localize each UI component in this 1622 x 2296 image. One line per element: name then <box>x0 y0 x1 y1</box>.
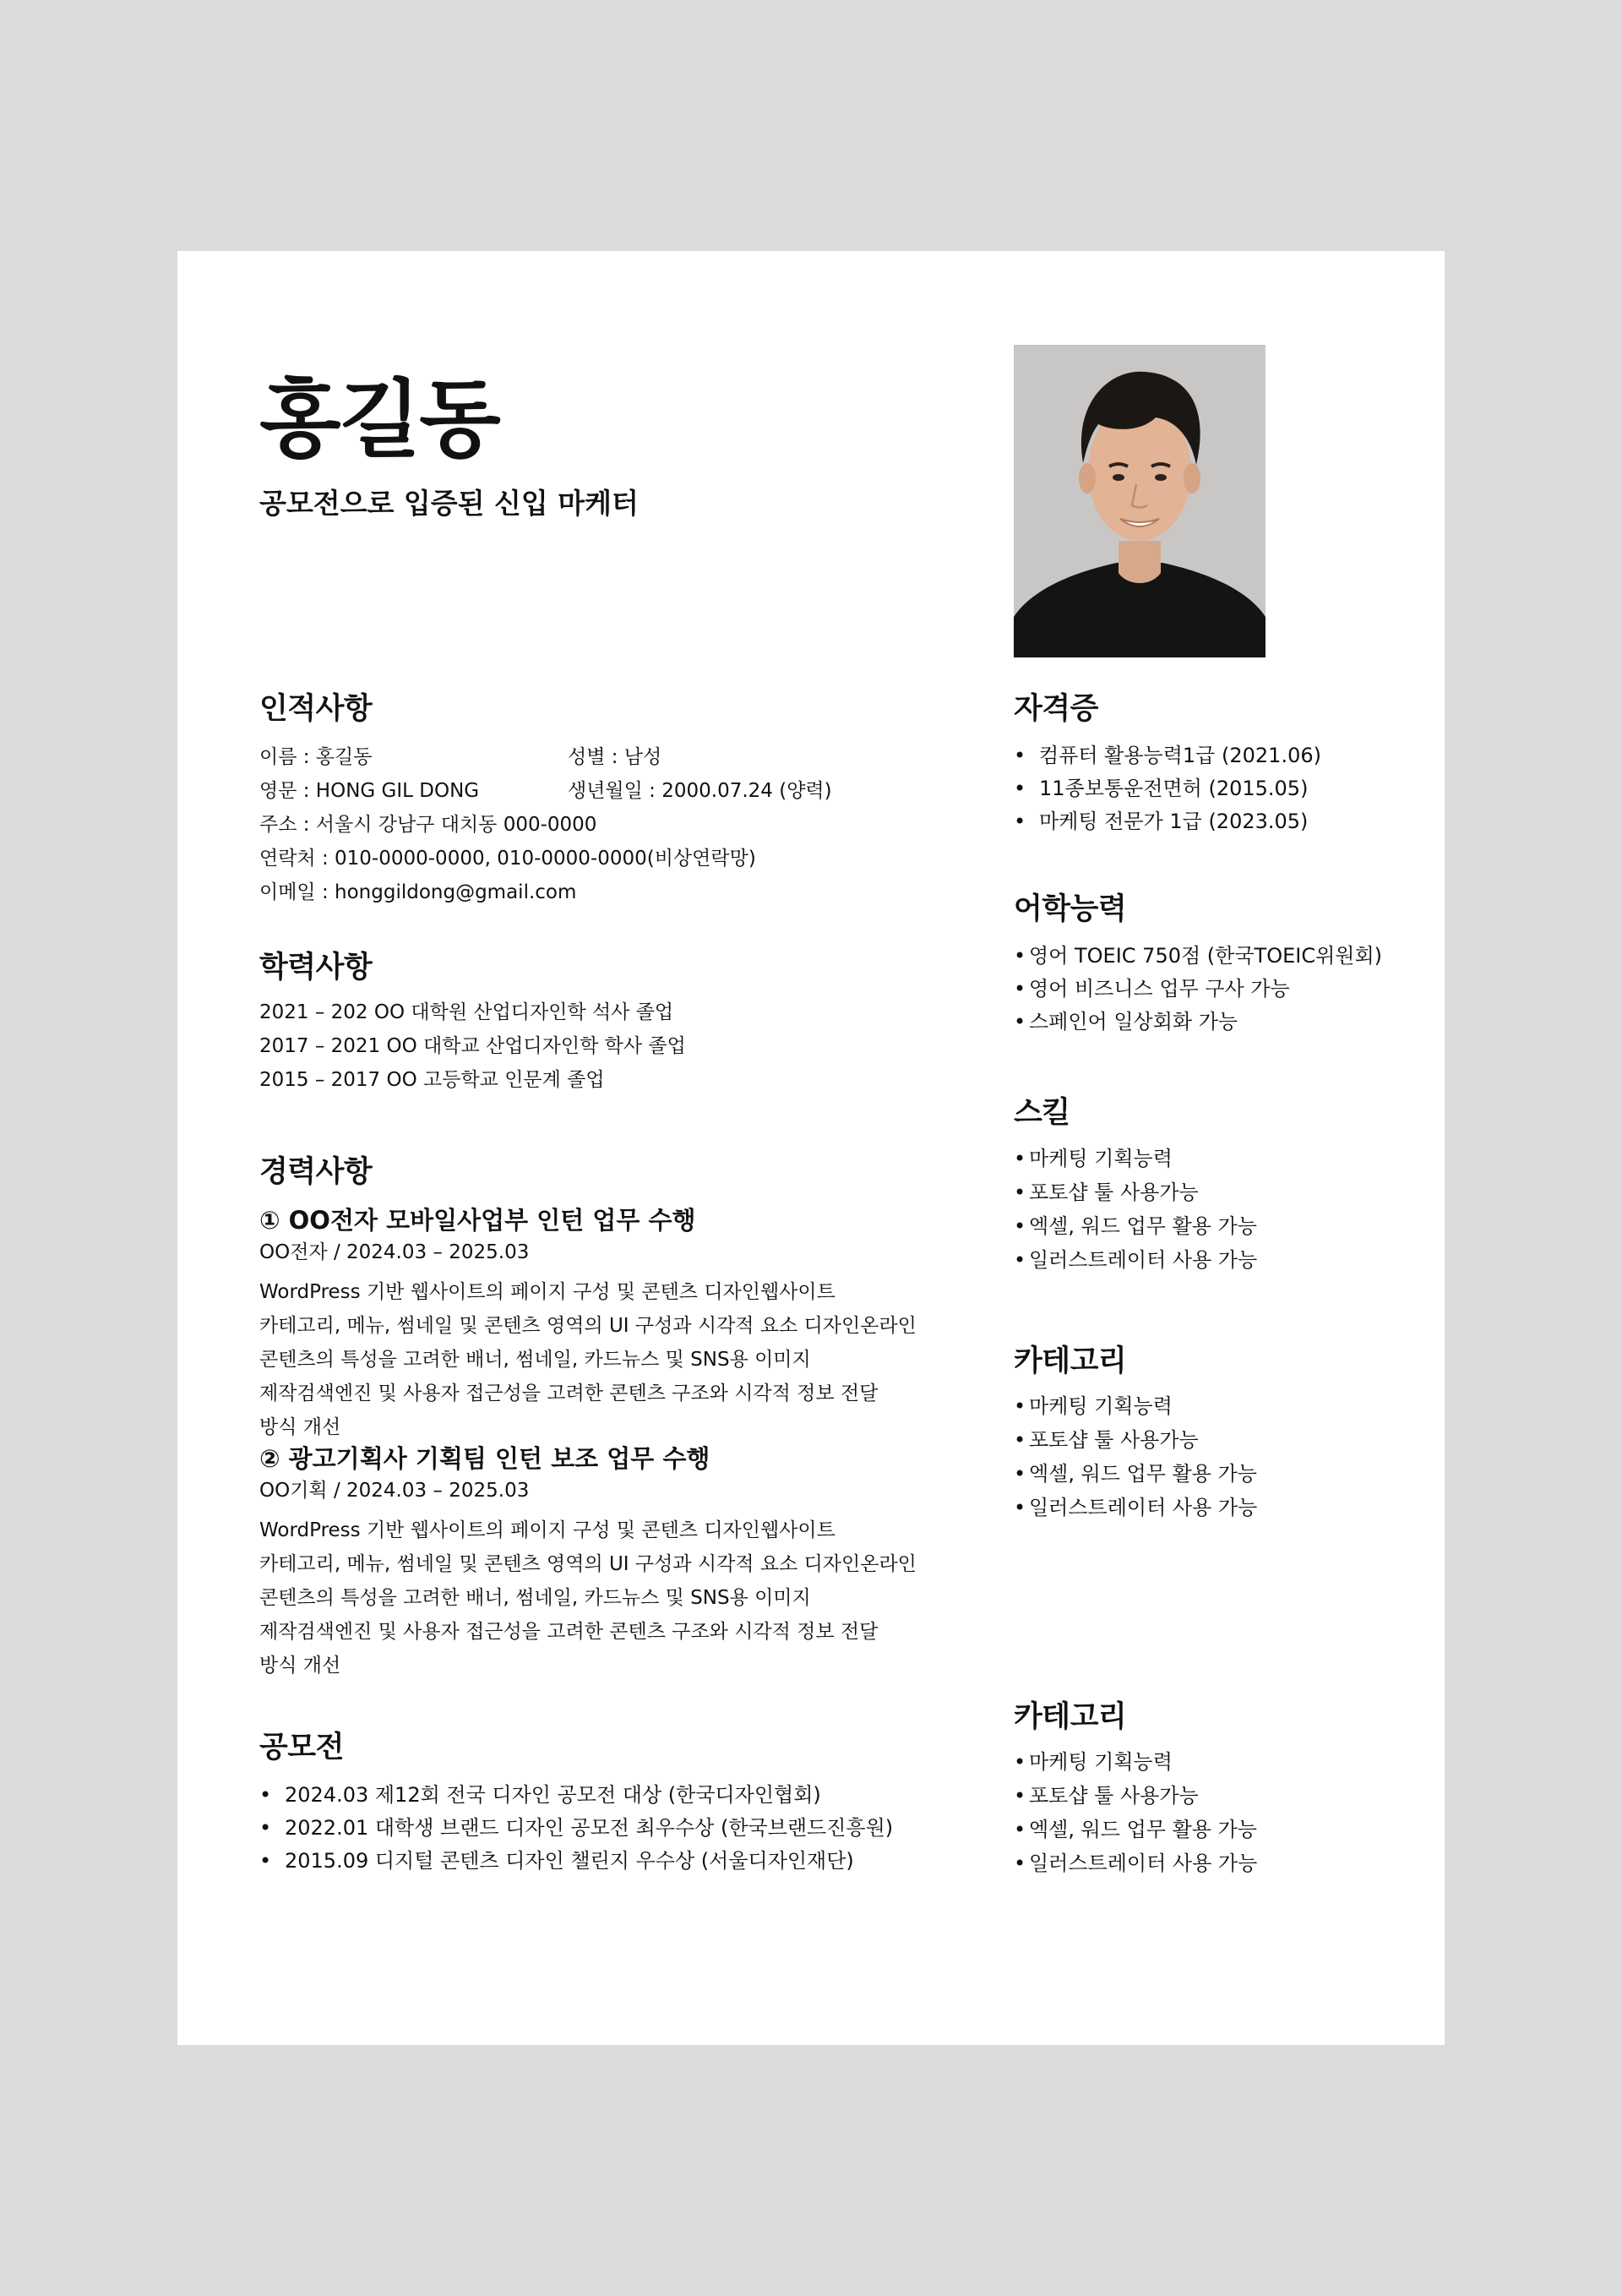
skill-item: • 마케팅 기획능력 <box>1014 1142 1257 1175</box>
languages-list <box>1014 940 1382 1039</box>
category-item: • 일러스트레이터 사용 가능 <box>1014 1846 1257 1880</box>
profile-name: 이름 : 홍길동 <box>259 746 373 768</box>
contest-item: • 2015.09 디지털 콘텐츠 디자인 챌린지 우수상 (서울디자인재단) <box>259 1845 893 1878</box>
skill-item: • 엑셀, 워드 업무 활용 가능 <box>1014 1209 1257 1243</box>
applicant-name: 홍길동 <box>259 370 499 469</box>
language-item: • 스페인어 일상회화 가능 <box>1014 1006 1382 1039</box>
job-description: WordPress 기반 웹사이트의 페이지 구성 및 콘텐츠 디자인웹사이트 카테고리, 메뉴, 썸네일 및 콘텐츠 영역의 UI 구성과 시각적 요소 디자인온라인 콘텐츠의 특성을 고려한 배너, 썸네일, 카드뉴스 및 SNS용 이미지 제작검색엔진 및 사용자 접근성을 고려한 콘텐츠 구조와 시각적 정보 전달 방식 개선 <box>259 1281 917 1438</box>
applicant-tagline: 공모전으로 입증된 신입 마케터 <box>259 487 639 520</box>
languages-heading: 어학능력 <box>1014 892 1127 926</box>
contests-list <box>259 1779 893 1878</box>
certificates-list <box>1014 739 1321 838</box>
profile-birthdate: 생년월일 : 2000.07.24 (양력) <box>568 780 832 802</box>
category-item: • 마케팅 기획능력 <box>1014 1745 1257 1779</box>
profile-english-name: 영문 : HONG GIL DONG <box>259 780 480 802</box>
job-title: ② 광고기획사 기획팀 인턴 보조 업무 수행 <box>259 1444 710 1473</box>
certificate-item: • 11종보통운전면허 (2015.05) <box>1014 772 1321 805</box>
job-meta: OO기획 / 2024.03 – 2025.03 <box>259 1480 530 1502</box>
profile-address: 주소 : 서울시 강남구 대치동 000-0000 <box>259 814 597 836</box>
category-list <box>1014 1389 1257 1524</box>
profile-photo <box>1014 345 1265 657</box>
profile-email: 이메일 : honggildong@gmail.com <box>259 881 577 903</box>
category-list <box>1014 1745 1257 1880</box>
skills-list <box>1014 1142 1257 1277</box>
certificate-item: • 마케팅 전문가 1급 (2023.05) <box>1014 805 1321 838</box>
category-item: • 일러스트레이터 사용 가능 <box>1014 1491 1257 1524</box>
profile-phone: 연락처 : 010-0000-0000, 010-0000-0000(비상연락망) <box>259 848 756 870</box>
category-item: • 엑셀, 워드 업무 활용 가능 <box>1014 1813 1257 1846</box>
contest-item: • 2024.03 제12회 전국 디자인 공모전 대상 (한국디자인협회) <box>259 1779 893 1812</box>
job-meta: OO전자 / 2024.03 – 2025.03 <box>259 1241 530 1263</box>
education-item: 2021 – 202 OO 대학원 산업디자인학 석사 졸업 <box>259 1001 674 1023</box>
skill-item: • 일러스트레이터 사용 가능 <box>1014 1243 1257 1277</box>
education-item: 2017 – 2021 OO 대학교 산업디자인학 학사 졸업 <box>259 1035 686 1057</box>
education-heading: 학력사항 <box>259 951 373 984</box>
category-item: • 엑셀, 워드 업무 활용 가능 <box>1014 1457 1257 1491</box>
education-item: 2015 – 2017 OO 고등학교 인문계 졸업 <box>259 1069 605 1091</box>
resume-page <box>177 251 1445 2045</box>
contest-item: • 2022.01 대학생 브랜드 디자인 공모전 최우수상 (한국브랜드진흥원) <box>259 1812 893 1845</box>
experience-heading: 경력사항 <box>259 1155 373 1189</box>
skills-heading: 스킬 <box>1014 1096 1070 1130</box>
category-item: • 포토샵 툴 사용가능 <box>1014 1779 1257 1813</box>
language-item: • 영어 TOEIC 750점 (한국TOEIC위원회) <box>1014 940 1382 973</box>
category-item: • 포토샵 툴 사용가능 <box>1014 1423 1257 1457</box>
skill-item: • 포토샵 툴 사용가능 <box>1014 1175 1257 1209</box>
category-heading: 카테고리 <box>1014 1344 1127 1378</box>
profile-heading: 인적사항 <box>259 692 373 726</box>
category-item: • 마케팅 기획능력 <box>1014 1389 1257 1423</box>
category-heading: 카테고리 <box>1014 1700 1127 1734</box>
language-item: • 영어 비즈니스 업무 구사 가능 <box>1014 973 1382 1006</box>
certificates-heading: 자격증 <box>1014 692 1098 726</box>
profile-gender: 성별 : 남성 <box>568 746 662 768</box>
job-description: WordPress 기반 웹사이트의 페이지 구성 및 콘텐츠 디자인웹사이트 카테고리, 메뉴, 썸네일 및 콘텐츠 영역의 UI 구성과 시각적 요소 디자인온라인 콘텐츠의 특성을 고려한 배너, 썸네일, 카드뉴스 및 SNS용 이미지 제작검색엔진 및 사용자 접근성을 고려한 콘텐츠 구조와 시각적 정보 전달 방식 개선 <box>259 1519 917 1677</box>
certificate-item: • 컴퓨터 활용능력1급 (2021.06) <box>1014 739 1321 772</box>
contests-heading: 공모전 <box>259 1731 344 1764</box>
job-title: ① OO전자 모바일사업부 인턴 업무 수행 <box>259 1206 696 1235</box>
